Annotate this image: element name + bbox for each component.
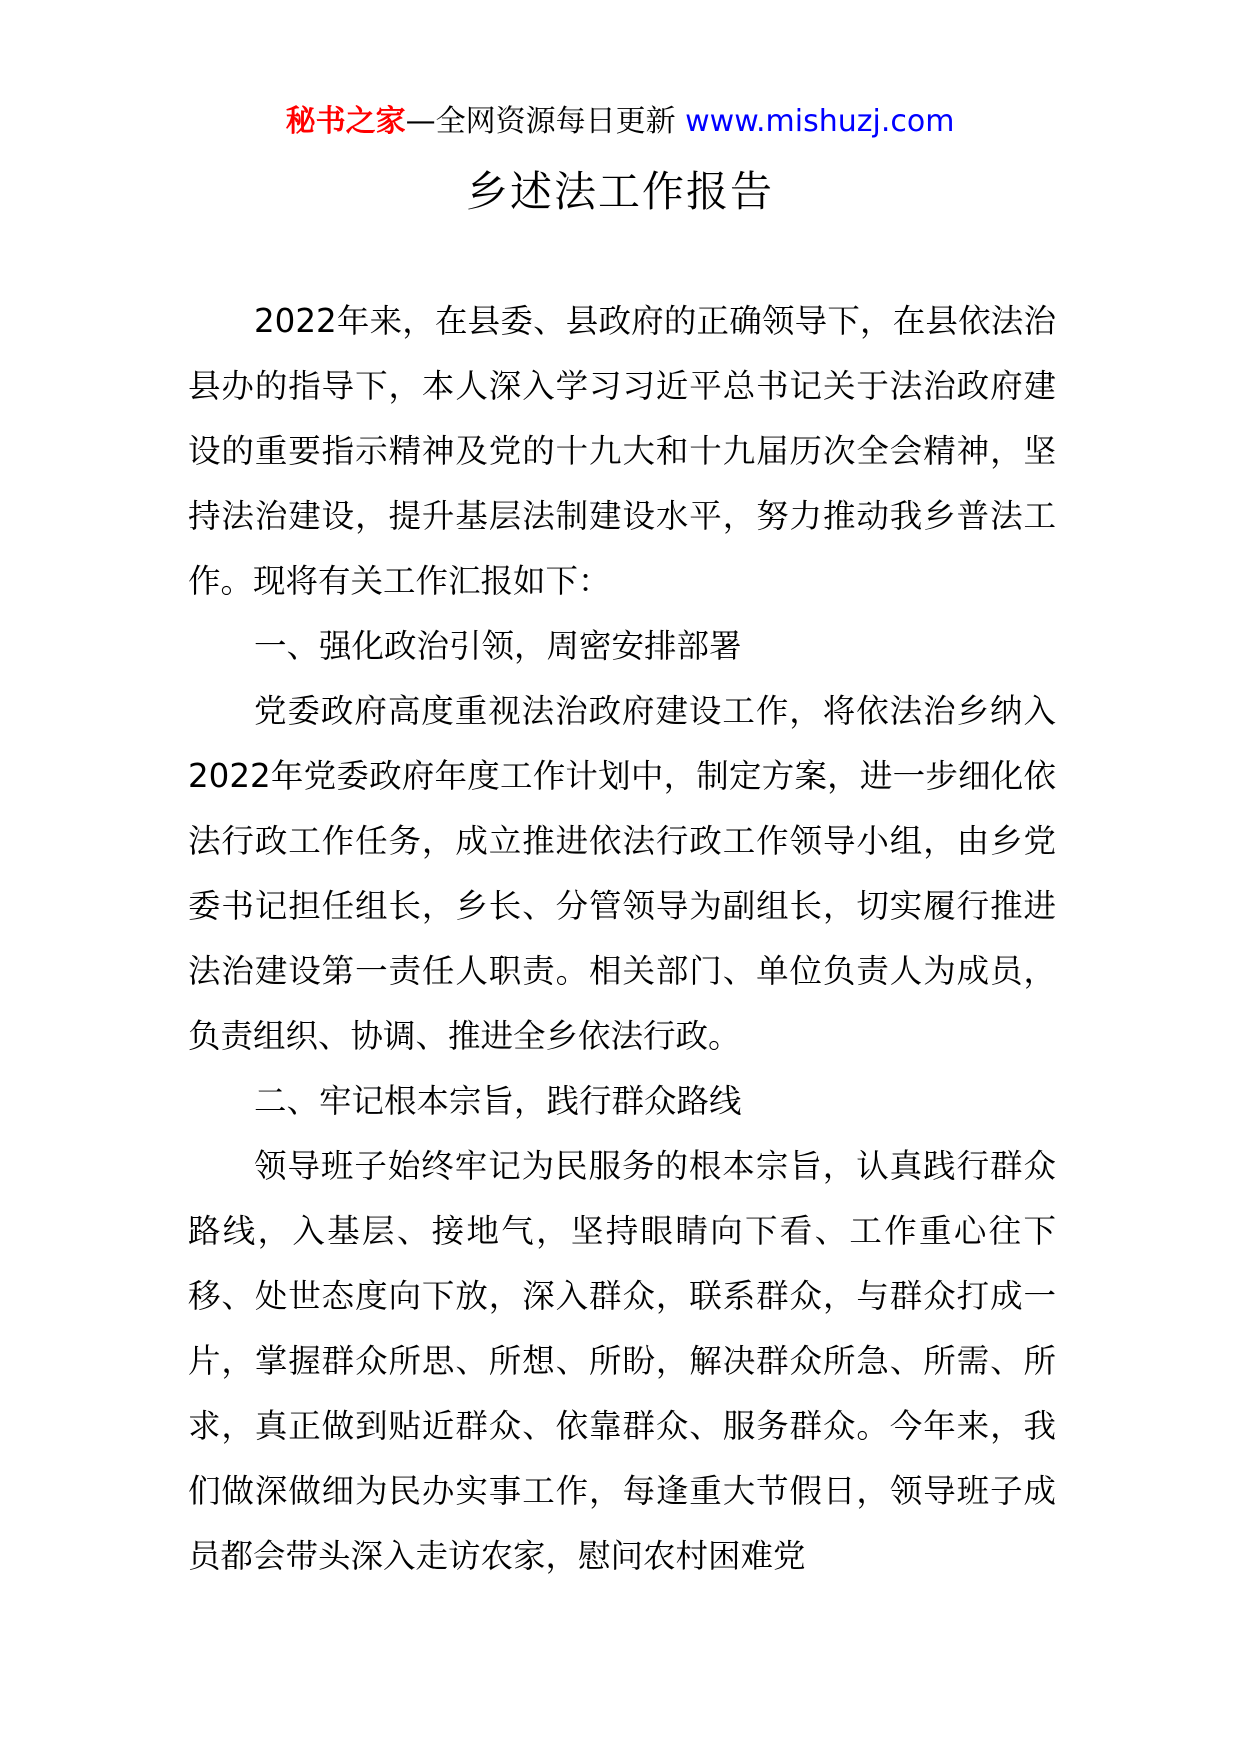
site-link[interactable]: www.mishuzj.com (685, 104, 955, 139)
paragraph-section-1: 党委政府高度重视法治政府建设工作，将依法治乡纳入2022年党委政府年度工作计划中，制定方案，进一步细化依法行政工作任务，成立推进依法行政工作领导小组，由乡党委书记担任组长，乡长、分管领导为副组长，切实履行推进法治建设第一责任人职责。相关部门、单位负责人为成员，负责组织、协调、推进全乡依法行政。 (188, 692, 1056, 1055)
section-heading-1: 一、强化政治引领，周密安排部署 (254, 627, 742, 665)
paragraph-section-2: 领导班子始终牢记为民服务的根本宗旨，认真践行群众路线，入基层、接地气，坚持眼睛向下看、工作重心往下移、处世态度向下放，深入群众，联系群众，与群众打成一片，掌握群众所思、所想、所盼，解决群众所急、所需、所求，真正做到贴近群众、依靠群众、服务群众。今年来，我们做深做细为民办实事工作，每逢重大节假日，领导班子成员都会带头深入走访农家，慰问农村困难党 (188, 1147, 1056, 1575)
document-body (188, 289, 1056, 1589)
document-title: 乡述法工作报告 (465, 167, 774, 216)
paragraph-intro: 2022年来，在县委、县政府的正确领导下，在县依法治县办的指导下，本人深入学习习近平总书记关于法治政府建设的重要指示精神及党的十九大和十九届历次全会精神，坚持法治建设，提升基层法制建设水平，努力推动我乡普法工作。现将有关工作汇报如下： (188, 302, 1056, 600)
section-heading-2: 二、牢记根本宗旨，践行群众路线 (254, 1082, 742, 1120)
watermark-header (0, 102, 1240, 142)
brand-name: 秘书之家 (285, 104, 406, 139)
brand-tagline: —全网资源每日更新 (405, 104, 676, 139)
